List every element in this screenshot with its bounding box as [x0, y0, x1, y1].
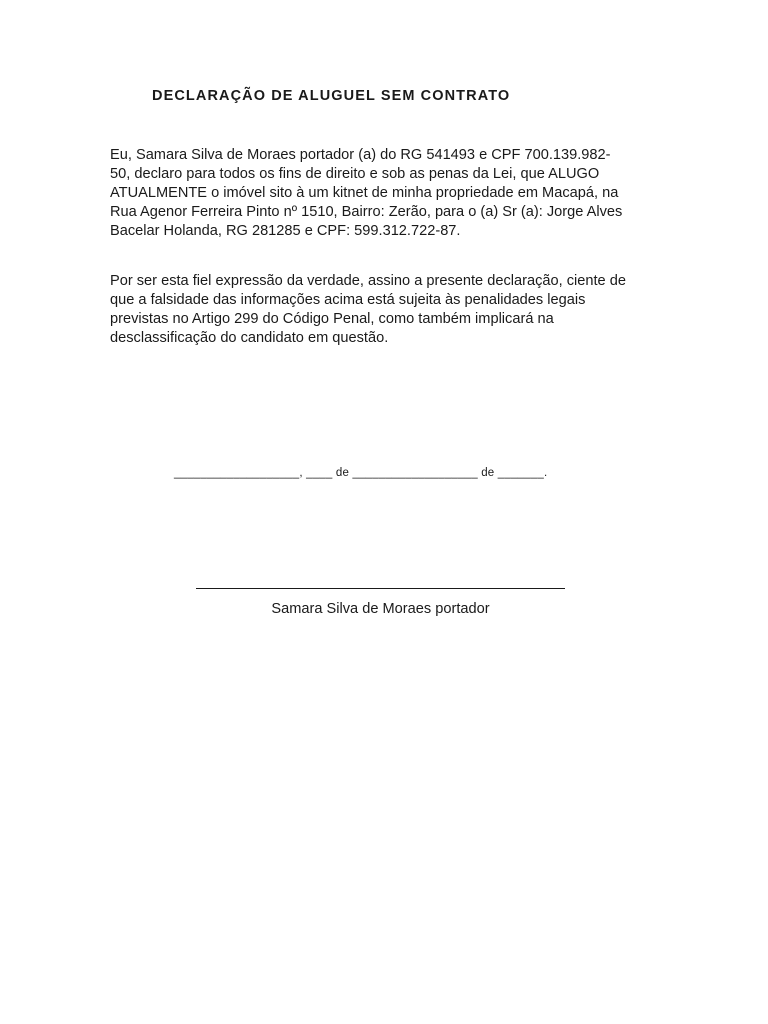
paragraph-line: Por ser esta fiel expressão da verdade, assino a presente declaração, ciente de [110, 273, 626, 289]
document-title: DECLARAÇÃO DE ALUGUEL SEM CONTRATO [152, 88, 511, 104]
place-date-line: ___________________, ____ de ___________________ de _______. [174, 467, 548, 479]
signature-line [196, 588, 565, 589]
declaration-paragraph [110, 146, 670, 241]
paragraph-line: 50, declaro para todos os fins de direito e sob as penas da Lei, que ALUGO [110, 166, 600, 182]
paragraph-line: ATUALMENTE o imóvel sito à um kitnet de minha propriedade em Macapá, na [110, 185, 619, 201]
paragraph-line: Eu, Samara Silva de Moraes portador (a) do RG 541493 e CPF 700.139.982- [110, 147, 611, 163]
paragraph-line: previstas no Artigo 299 do Código Penal, como também implicará na [110, 311, 554, 327]
paragraph-line: desclassificação do candidato em questão. [110, 330, 389, 346]
paragraph-line: que a falsidade das informações acima está sujeita às penalidades legais [110, 292, 586, 308]
truth-statement-paragraph [110, 272, 670, 348]
paragraph-line: Bacelar Holanda, RG 281285 e CPF: 599.312.722-87. [110, 223, 461, 239]
signature-name: Samara Silva de Moraes portador [271, 601, 490, 617]
paragraph-line: Rua Agenor Ferreira Pinto nº 1510, Bairro: Zerão, para o (a) Sr (a): Jorge Alves [110, 204, 623, 220]
